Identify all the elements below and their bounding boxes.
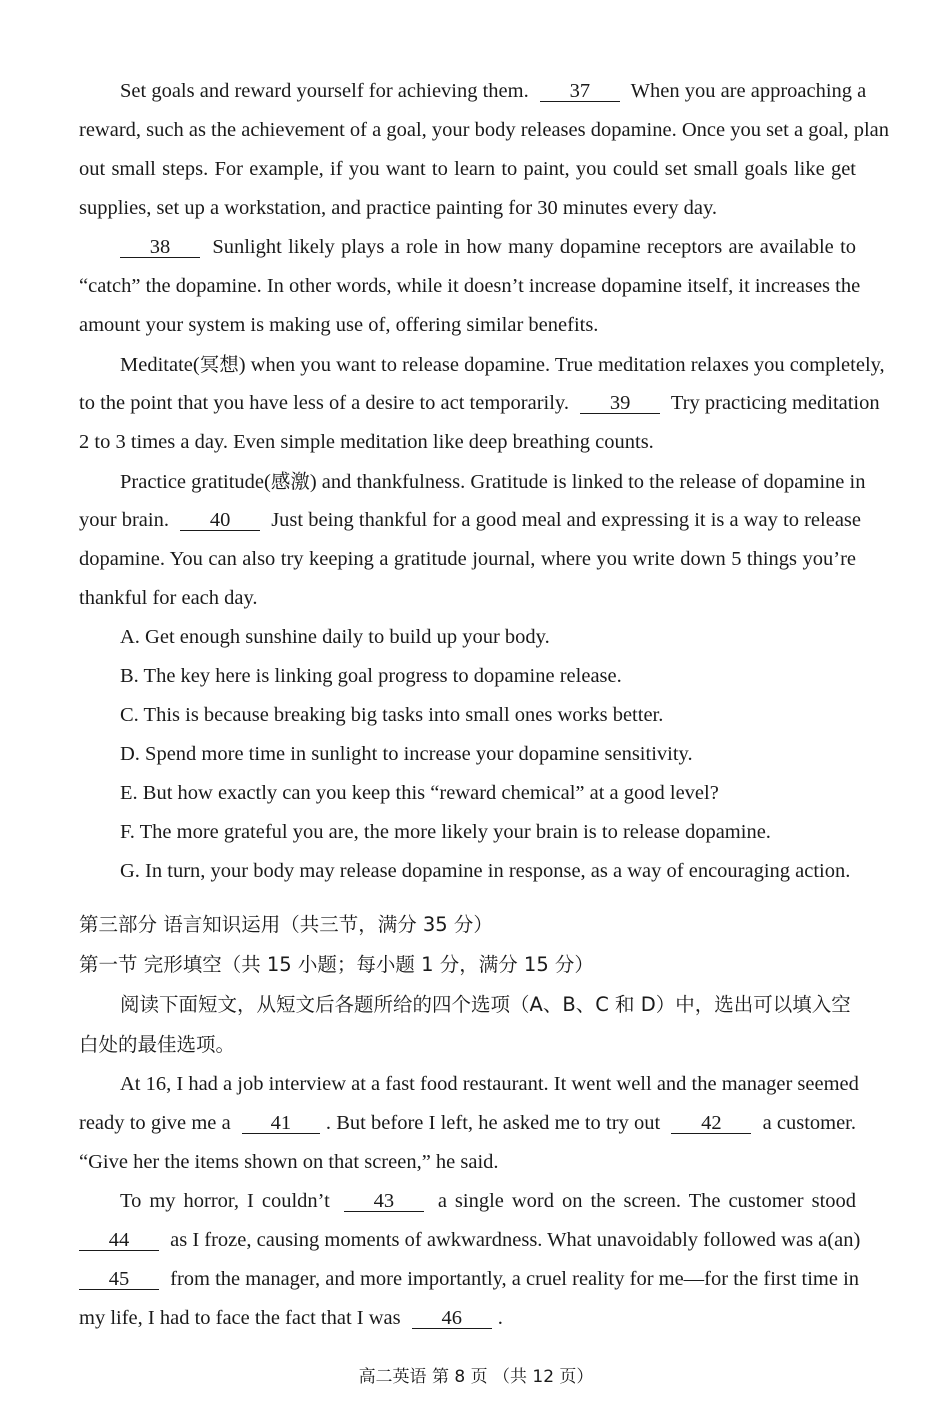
text-line: At 16, I had a job interview at a fast food restaurant. It went well and the manager seemed xyxy=(120,1073,859,1095)
text-line: dopamine. You can also try keeping a gratitude journal, where you write down 5 things you’re xyxy=(79,548,856,570)
text-line: out small steps. For example, if you want to learn to paint, you could set small goals like get xyxy=(79,158,856,180)
passage-paragraph-2 xyxy=(79,228,861,345)
blank-43: 43 xyxy=(344,1191,424,1212)
text-line: reward, such as the achievement of a goal, your body releases dopamine. Once you set a goal, plan xyxy=(79,119,890,141)
cloze-paragraph-1 xyxy=(79,1065,859,1182)
page-footer: 高二英语 第 8 页 （共 12 页） xyxy=(358,1367,594,1387)
blank-38: 38 xyxy=(120,237,200,258)
option-d: D. Spend more time in sunlight to increase your dopamine sensitivity. xyxy=(120,743,693,765)
option-b: B. The key here is linking goal progress to dopamine release. xyxy=(120,665,622,687)
option-c: C. This is because breaking big tasks into small ones works better. xyxy=(120,704,664,726)
cloze-paragraph-2 xyxy=(79,1182,861,1338)
text-line: “catch” the dopamine. In other words, while it doesn’t increase dopamine itself, it increases the xyxy=(79,275,861,297)
answer-options xyxy=(79,618,856,891)
text-line: ready to give me a 41 . But before I left, he asked me to try out 42 a customer. xyxy=(79,1112,857,1134)
text-line: amount your system is making use of, offering similar benefits. xyxy=(79,314,599,336)
option-f: F. The more grateful you are, the more likely your brain is to release dopamine. xyxy=(120,821,771,843)
text-line: 45 from the manager, and more importantly, a cruel reality for me—for the first time in xyxy=(79,1260,856,1299)
section-title: 第一节 完形填空（共 15 小题；每小题 1 分，满分 15 分） xyxy=(79,953,594,976)
text-line: Set goals and reward yourself for achieving them. 37 When you are approaching a xyxy=(120,80,867,102)
blank-37: 37 xyxy=(540,81,620,102)
text-line: supplies, set up a workstation, and practice painting for 30 minutes every day. xyxy=(79,197,717,219)
text-line: “Give her the items shown on that screen,” he said. xyxy=(79,1151,499,1173)
blank-46: 46 xyxy=(412,1308,492,1329)
instruction-line: 阅读下面短文，从短文后各题所给的四个选项（A、B、C 和 D）中，选出可以填入空 xyxy=(120,993,851,1016)
text-line: 2 to 3 times a day. Even simple meditation like deep breathing counts. xyxy=(79,431,654,453)
text-line: Practice gratitude(感激) and thankfulness. Gratitude is linked to the release of dopamine in xyxy=(120,470,866,493)
text-line: thankful for each day. xyxy=(79,587,258,609)
blank-44: 44 xyxy=(79,1230,159,1251)
text-line: your brain. 40 Just being thankful for a good meal and expressing it is a way to release xyxy=(79,509,861,531)
part-title: 第三部分 语言知识运用（共三节，满分 35 分） xyxy=(79,913,493,936)
option-g: G. In turn, your body may release dopamine in response, as a way of encouraging action. xyxy=(120,860,851,882)
blank-42: 42 xyxy=(671,1113,751,1134)
text-line: my life, I had to face the fact that I was 46 . xyxy=(79,1307,503,1329)
instruction-line: 白处的最佳选项。 xyxy=(79,1033,236,1056)
option-e: E. But how exactly can you keep this “reward chemical” at a good level? xyxy=(120,782,719,804)
text-line: to the point that you have less of a desire to act temporarily. 39 Try practicing meditation xyxy=(79,392,880,414)
text-line: Meditate(冥想) when you want to release dopamine. True meditation relaxes you completely, xyxy=(120,353,885,376)
blank-39: 39 xyxy=(580,393,660,414)
blank-45: 45 xyxy=(79,1269,159,1290)
blank-41: 41 xyxy=(242,1113,320,1134)
blank-40: 40 xyxy=(180,510,260,531)
text-line: 44 as I froze, causing moments of awkwardness. What unavoidably followed was a(an) xyxy=(79,1221,856,1260)
text-line: 38 Sunlight likely plays a role in how many dopamine receptors are available to xyxy=(79,228,856,267)
text-line: To my horror, I couldn’t 43 a single word on the screen. The customer stood xyxy=(120,1190,857,1212)
passage-paragraph-1 xyxy=(79,72,890,228)
option-a: A. Get enough sunshine daily to build up your body. xyxy=(120,626,550,648)
passage-paragraph-4 xyxy=(79,462,866,618)
passage-paragraph-3 xyxy=(79,345,885,462)
